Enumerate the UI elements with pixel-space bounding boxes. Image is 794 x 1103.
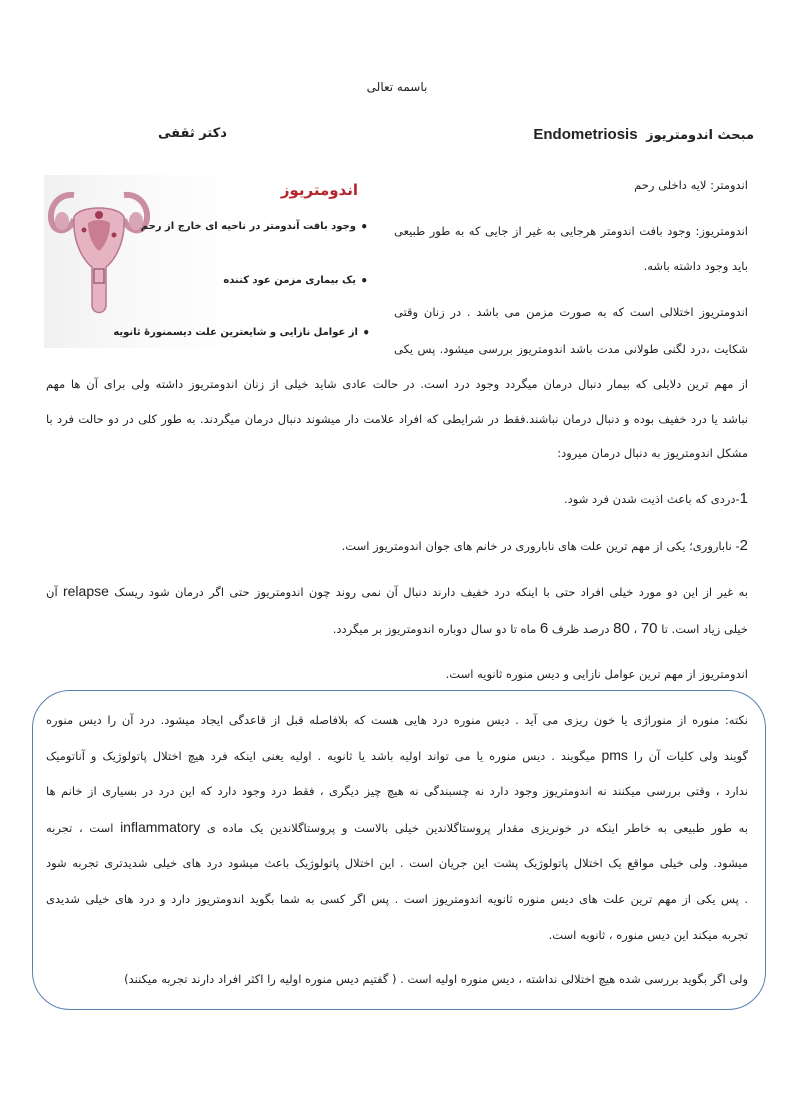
paragraph-line: نباشد یا درد خفیف بوده و دنبال درمان نباشند.فقط در شرایطی که افراد علامت دار میشوند دنبال درمان میگردند. به طور کلی در دو حالت فرد با <box>46 412 748 426</box>
paragraph-line: شکایت ،درد لگنی طولانی مدت باشد اندومتریوز بررسی میشود. پس یکی <box>394 342 748 356</box>
note-line: تجربه میکند این دیس منوره ، ثانویه است. <box>548 928 748 942</box>
text-run: میگویند . دیس منوره یا می تواند اولیه باشد یا ثانویه . اولیه یعنی اینکه فرد هیچ اختلال پاتولوژیک و آناتومیک <box>46 749 596 763</box>
text-run: به طور طبیعی به خاطر اینکه در خونریزی مقدار پروستاگلاندین خیلی بالاست و پروستاگلاندین یک ماده ی <box>206 821 749 835</box>
figure-bullet: • یک بیماری مزمن عود کننده <box>223 275 368 286</box>
title-persian: مبحث اندومتریوز <box>646 128 754 143</box>
paragraph-definition-endometrium: اندومتر: لایه داخلی رحم <box>634 178 748 192</box>
text-run: آن <box>46 585 58 599</box>
author-name: دکتر ثقفی <box>158 126 227 141</box>
list-item-text: - ناباروری؛ یکی از مهم ترین علت های ناباروری در خانم های جوان اندومتریوز است. <box>341 539 740 553</box>
bismillah-heading: باسمه تعالی <box>366 80 428 94</box>
note-line <box>46 747 748 763</box>
note-box <box>32 690 766 1010</box>
note-line: نکته: منوره از منوراژی یا خون ریزی می آید . دیس منوره درد هایی هست که بلافاصله قبل از قاعدگی ایجاد میشود. درد آن را دیس منوره <box>46 713 748 727</box>
text-run: خیلی زیاد است. تا <box>661 622 748 636</box>
text-run: است ، تجربه <box>46 821 114 835</box>
list-item-number: 1 <box>739 490 748 507</box>
note-line: . پس یکی از مهم ترین علت های دیس منوره ثانویه اندومتریوز است . پس اگر کسی به شما بگوید اندومتریوز دارد و درد های خیلی شدیدی <box>46 892 748 906</box>
text-run-number: 6 <box>539 620 549 637</box>
paragraph-line <box>46 583 748 599</box>
text-run-english: relapse <box>62 583 109 599</box>
paragraph-line: مشکل اندومتریوز به دنبال درمان میرود: <box>557 446 748 460</box>
list-item <box>564 490 748 507</box>
list-item-number: 2 <box>739 537 748 554</box>
text-run: گویند ولی کلیات آن را <box>633 749 749 763</box>
figure-bullet: • وجود بافت آندومتر در ناحیه ای خارج از رحم <box>141 221 368 232</box>
text-run: ماه تا دو سال دوباره اندومتریوز بر میگردد. <box>332 622 537 636</box>
document-title <box>533 126 754 143</box>
paragraph-line: اندومتریوز: وجود بافت اندومتر هرجایی به غیر از جایی که به طور طبیعی <box>394 224 748 238</box>
paragraph-line: اندومتریوز از مهم ترین عوامل نازایی و دیس منوره ثانویه است. <box>445 667 748 681</box>
text-run: به غیر از این دو مورد خیلی افراد حتی با اینکه درد خفیف دارند دنبال آن نمی روند چون اندومتریوز حتی اگر درمان شود ریسک <box>114 585 748 599</box>
list-item <box>342 537 748 554</box>
paragraph-line: اندومتریوز اختلالی است که به صورت مزمن می باشد . در زنان وقتی <box>394 305 748 319</box>
text-run-english: inflammatory <box>120 819 201 835</box>
text-run: ، <box>633 622 638 636</box>
paragraph-line: باید وجود داشته باشه. <box>643 259 748 273</box>
text-run-number: 80 <box>613 620 630 637</box>
note-line: ولی اگر بگوید بررسی شده هیچ اختلالی نداشته ، دیس منوره اولیه است . ( گفتیم دیس منوره اولیه را اکثر افراد دارند تجربه میکنند) <box>124 972 748 986</box>
text-run-number: 70 <box>640 620 658 637</box>
title-row <box>40 126 754 150</box>
paragraph-line: از مهم ترین دلایلی که بیمار دنبال درمان میگردد وجود درد است. در حالت عادی شاید خیلی از زنان اندومتریوز داشته ولی برای آن ها مهم <box>46 377 748 391</box>
title-english: Endometriosis <box>533 126 638 143</box>
text-run: درصد ظرف <box>551 622 610 636</box>
list-item-text: -دردی که باعث اذیت شدن فرد شود. <box>564 492 740 506</box>
figure-bullet: • از عوامل نازایی و شایعترین علت دیسمنورۀ ثانویه <box>113 327 370 338</box>
text-run-english: pms <box>601 747 628 763</box>
paragraph-line <box>333 620 748 637</box>
uterus-diagram-icon <box>44 175 154 348</box>
figure-title: اندومتریوز <box>280 181 358 199</box>
note-line: ندارد ، وقتی بررسی میکنند نه اندومتریوز وجود دارد نه چسبندگی نه هیچ چیز دیگری ، فقط درد وجود دارد که این درد در بسیاری از خانم ها <box>46 784 748 798</box>
note-line: میشود. ولی خیلی مواقع یک اختلال پاتولوژیک پشت این جریان است . این اختلال پاتولوژیک باعث میشود درد های خیلی شدیدتری تجربه شود <box>46 856 748 870</box>
note-line <box>46 819 748 835</box>
endometriosis-figure <box>44 175 376 348</box>
